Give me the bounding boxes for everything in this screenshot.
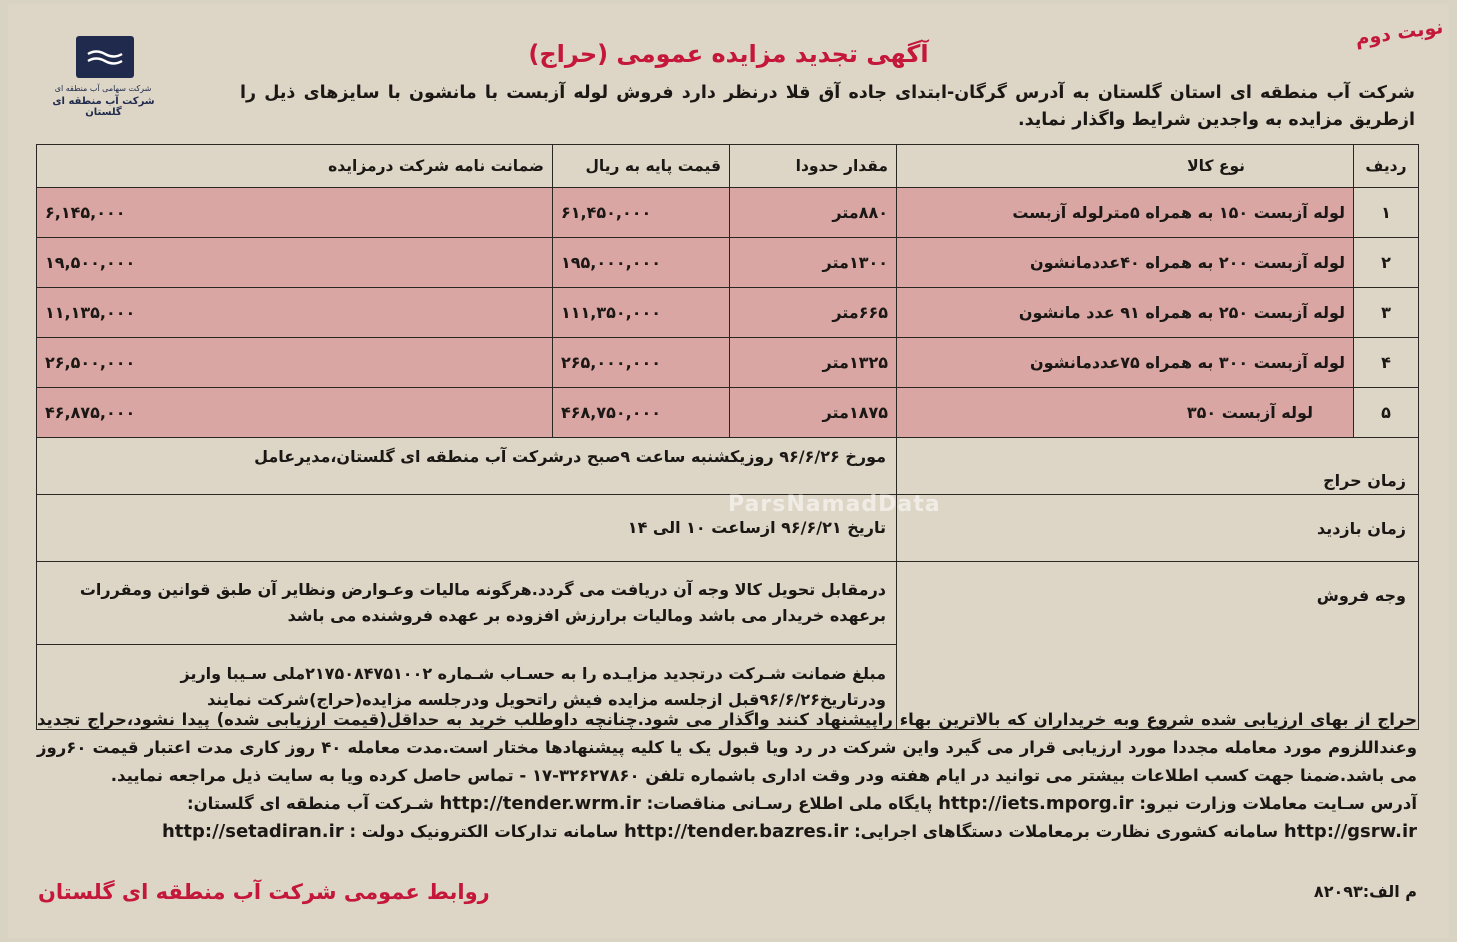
url-tender-wrm[interactable]: http://tender.wrm.ir bbox=[439, 793, 641, 814]
addr-label: شـرکت آب منطقه ای گلستان: bbox=[186, 794, 434, 813]
item-name: لوله آزبست ۲۵۰ به همراه ۹۱ عدد مانشون bbox=[897, 288, 1354, 338]
visit-time-label: زمان بازدید bbox=[897, 495, 1419, 562]
table-header-row bbox=[37, 145, 1419, 188]
header-item bbox=[897, 145, 1354, 188]
item-quantity: ۱۳۲۵متر bbox=[730, 338, 897, 388]
payment-terms: درمقابل تحویل کالا وجه آن دریافت می گردد.هرگونه مالیات وعـوارض ونظایر آن طبق قوانین ومقررات برعهده خریدار می باشد ومالیات برارزش افزوده بر عهده فروشنده می باشد bbox=[37, 562, 897, 645]
auction-table bbox=[36, 144, 1419, 730]
item-guarantee: ۱۹,۵۰۰,۰۰۰ bbox=[37, 238, 553, 288]
row-number: ۲ bbox=[1354, 238, 1419, 288]
header-price: قیمت پایه به ریال bbox=[553, 145, 730, 188]
addr-label: سامانه کشوری نظارت برمعاملات دستگاهای اجرایی: bbox=[854, 822, 1279, 841]
url-tender-bazres[interactable]: http://tender.bazres.ir bbox=[623, 821, 849, 842]
item-price: ۴۶۸,۷۵۰,۰۰۰ bbox=[553, 388, 730, 438]
item-price: ۱۹۵,۰۰۰,۰۰۰ bbox=[553, 238, 730, 288]
row-number: ۵ bbox=[1354, 388, 1419, 438]
round-label: نوبت دوم bbox=[1353, 15, 1445, 51]
guarantee-deposit-terms: مبلغ ضمانت شـرکت درتجدید مزایـده را به حسـاب شـماره ۲۱۷۵۰۸۴۷۵۱۰۰۲ملی سـیبا واریز ودرتاریخ۹۶/۶/۲۶قبل ازجلسه مزایده فیش راتحویل ودرجلسه مزایده(حراج)شرکت نمایند bbox=[37, 645, 897, 730]
address-line-2 bbox=[162, 822, 1417, 841]
payment-row bbox=[37, 562, 1419, 645]
item-name: لوله آزبست ۳۰۰ به همراه ۷۵عددمانشون bbox=[897, 338, 1354, 388]
item-price: ۱۱۱,۳۵۰,۰۰۰ bbox=[553, 288, 730, 338]
item-guarantee: ۱۱,۱۳۵,۰۰۰ bbox=[37, 288, 553, 338]
table-row bbox=[37, 338, 1419, 388]
ad-code: م الف:۸۲۰۹۳ bbox=[1313, 882, 1417, 901]
payment-label: وجه فروش bbox=[897, 562, 1419, 730]
item-name: لوله آزبست ۲۰۰ به همراه ۴۰عددمانشون bbox=[897, 238, 1354, 288]
item-quantity: ۱۳۰۰متر bbox=[730, 238, 897, 288]
item-guarantee: ۲۶,۵۰۰,۰۰۰ bbox=[37, 338, 553, 388]
terms-text: حراج از بهای ارزیابی شده شروع وبه خریداران که بالاترین بهاء راپیشنهاد کنند واگذار می شود.چنانچه داوطلب خرید به حداقل(قیمت ارزیابی شده) پیدا نشود،حراج تجدید وعنداللزوم مورد معامله مجددا مورد ارزیابی قرار می گیرد واین شرکت در رد ویا قبول یک یا کلیه پیشنهادها مختار است.مدت معامله ۴۰ روز کاری مدت اعتبار قیمت ۶۰روز می باشد.ضمنا جهت کسب اطلاعات بیشتر می توانید در ایام هفته ودر وقت اداری باشماره تلفن ۳۲۶۲۷۸۶۰-۱۷ - تماس حاصل کرده ویا به سایت ذیل مراجعه نمایید. bbox=[37, 710, 1417, 785]
item-price: ۶۱,۴۵۰,۰۰۰ bbox=[553, 188, 730, 238]
table-row bbox=[37, 188, 1419, 238]
url-setadiran[interactable]: http://setadiran.ir bbox=[161, 821, 344, 842]
table-row bbox=[37, 238, 1419, 288]
visit-time-value: تاریخ ۹۶/۶/۲۱ ازساعت ۱۰ الی ۱۴ bbox=[37, 495, 897, 562]
url-iets[interactable]: http://iets.mporg.ir bbox=[938, 793, 1134, 814]
addr-label: سامانه تدارکات الکترونیک دولت : bbox=[349, 822, 619, 841]
table-row bbox=[37, 288, 1419, 338]
bottom-line bbox=[38, 880, 1417, 910]
item-name: لوله آزبست ۳۵۰ bbox=[897, 388, 1354, 438]
item-guarantee: ۴۶,۸۷۵,۰۰۰ bbox=[37, 388, 553, 438]
header-quantity: مقدار حدودا bbox=[730, 145, 897, 188]
logo-company-name: شرکت آب منطقه ای گلستان bbox=[52, 96, 155, 118]
header-guarantee: ضمانت نامه شرکت درمزایده bbox=[37, 145, 553, 188]
auction-time-label: زمان حراج bbox=[897, 438, 1419, 495]
row-number: ۱ bbox=[1354, 188, 1419, 238]
row-number: ۳ bbox=[1354, 288, 1419, 338]
item-price: ۲۶۵,۰۰۰,۰۰۰ bbox=[553, 338, 730, 388]
intro-paragraph: شرکت آب منطقه ای استان گلستان به آدرس گرگان-ابتدای جاده آق قلا درنظر دارد فروش لوله آزبست با مانشون با سایزهای ذیل را ازطریق مزایده به واجدین شرایط واگذار نماید. bbox=[240, 83, 1415, 130]
item-quantity: ۸۸۰متر bbox=[730, 188, 897, 238]
table-row bbox=[37, 388, 1419, 438]
item-quantity: ۶۶۵متر bbox=[730, 288, 897, 338]
header-item-label: نوع کالا bbox=[1187, 157, 1245, 175]
water-wave-icon bbox=[86, 48, 124, 68]
footer-paragraph bbox=[37, 706, 1417, 846]
company-logo bbox=[38, 32, 163, 122]
header-row-number: ردیف bbox=[1354, 145, 1419, 188]
item-quantity: ۱۸۷۵متر bbox=[730, 388, 897, 438]
notice-title: آگهی تجدید مزایده عمومی (حراج) bbox=[528, 40, 929, 68]
addr-label: پایگاه ملی اطلاع رسـانی مناقصات: bbox=[646, 794, 933, 813]
addr-label: آدرس سـایت معاملات وزارت نیرو: bbox=[1139, 794, 1417, 813]
item-guarantee: ۶,۱۴۵,۰۰۰ bbox=[37, 188, 553, 238]
address-line-1 bbox=[187, 794, 1417, 813]
item-name: لوله آزبست ۱۵۰ به همراه ۵مترلوله آزبست bbox=[897, 188, 1354, 238]
logo-caption: شرکت سهامی آب منطقه ای bbox=[54, 84, 152, 93]
auction-time-value: مورخ ۹۶/۶/۲۶ روزیکشنبه ساعت ۹صبح درشرکت آب منطقه ای گلستان،مدیرعامل bbox=[37, 438, 897, 495]
row-number: ۴ bbox=[1354, 338, 1419, 388]
public-relations-signature: روابط عمومی شرکت آب منطقه ای گلستان bbox=[38, 880, 490, 904]
url-gsrw[interactable]: http://gsrw.ir bbox=[1283, 821, 1417, 842]
watermark: ParsNamadData bbox=[728, 492, 941, 517]
auction-notice bbox=[8, 4, 1449, 938]
auction-time-row bbox=[37, 438, 1419, 495]
